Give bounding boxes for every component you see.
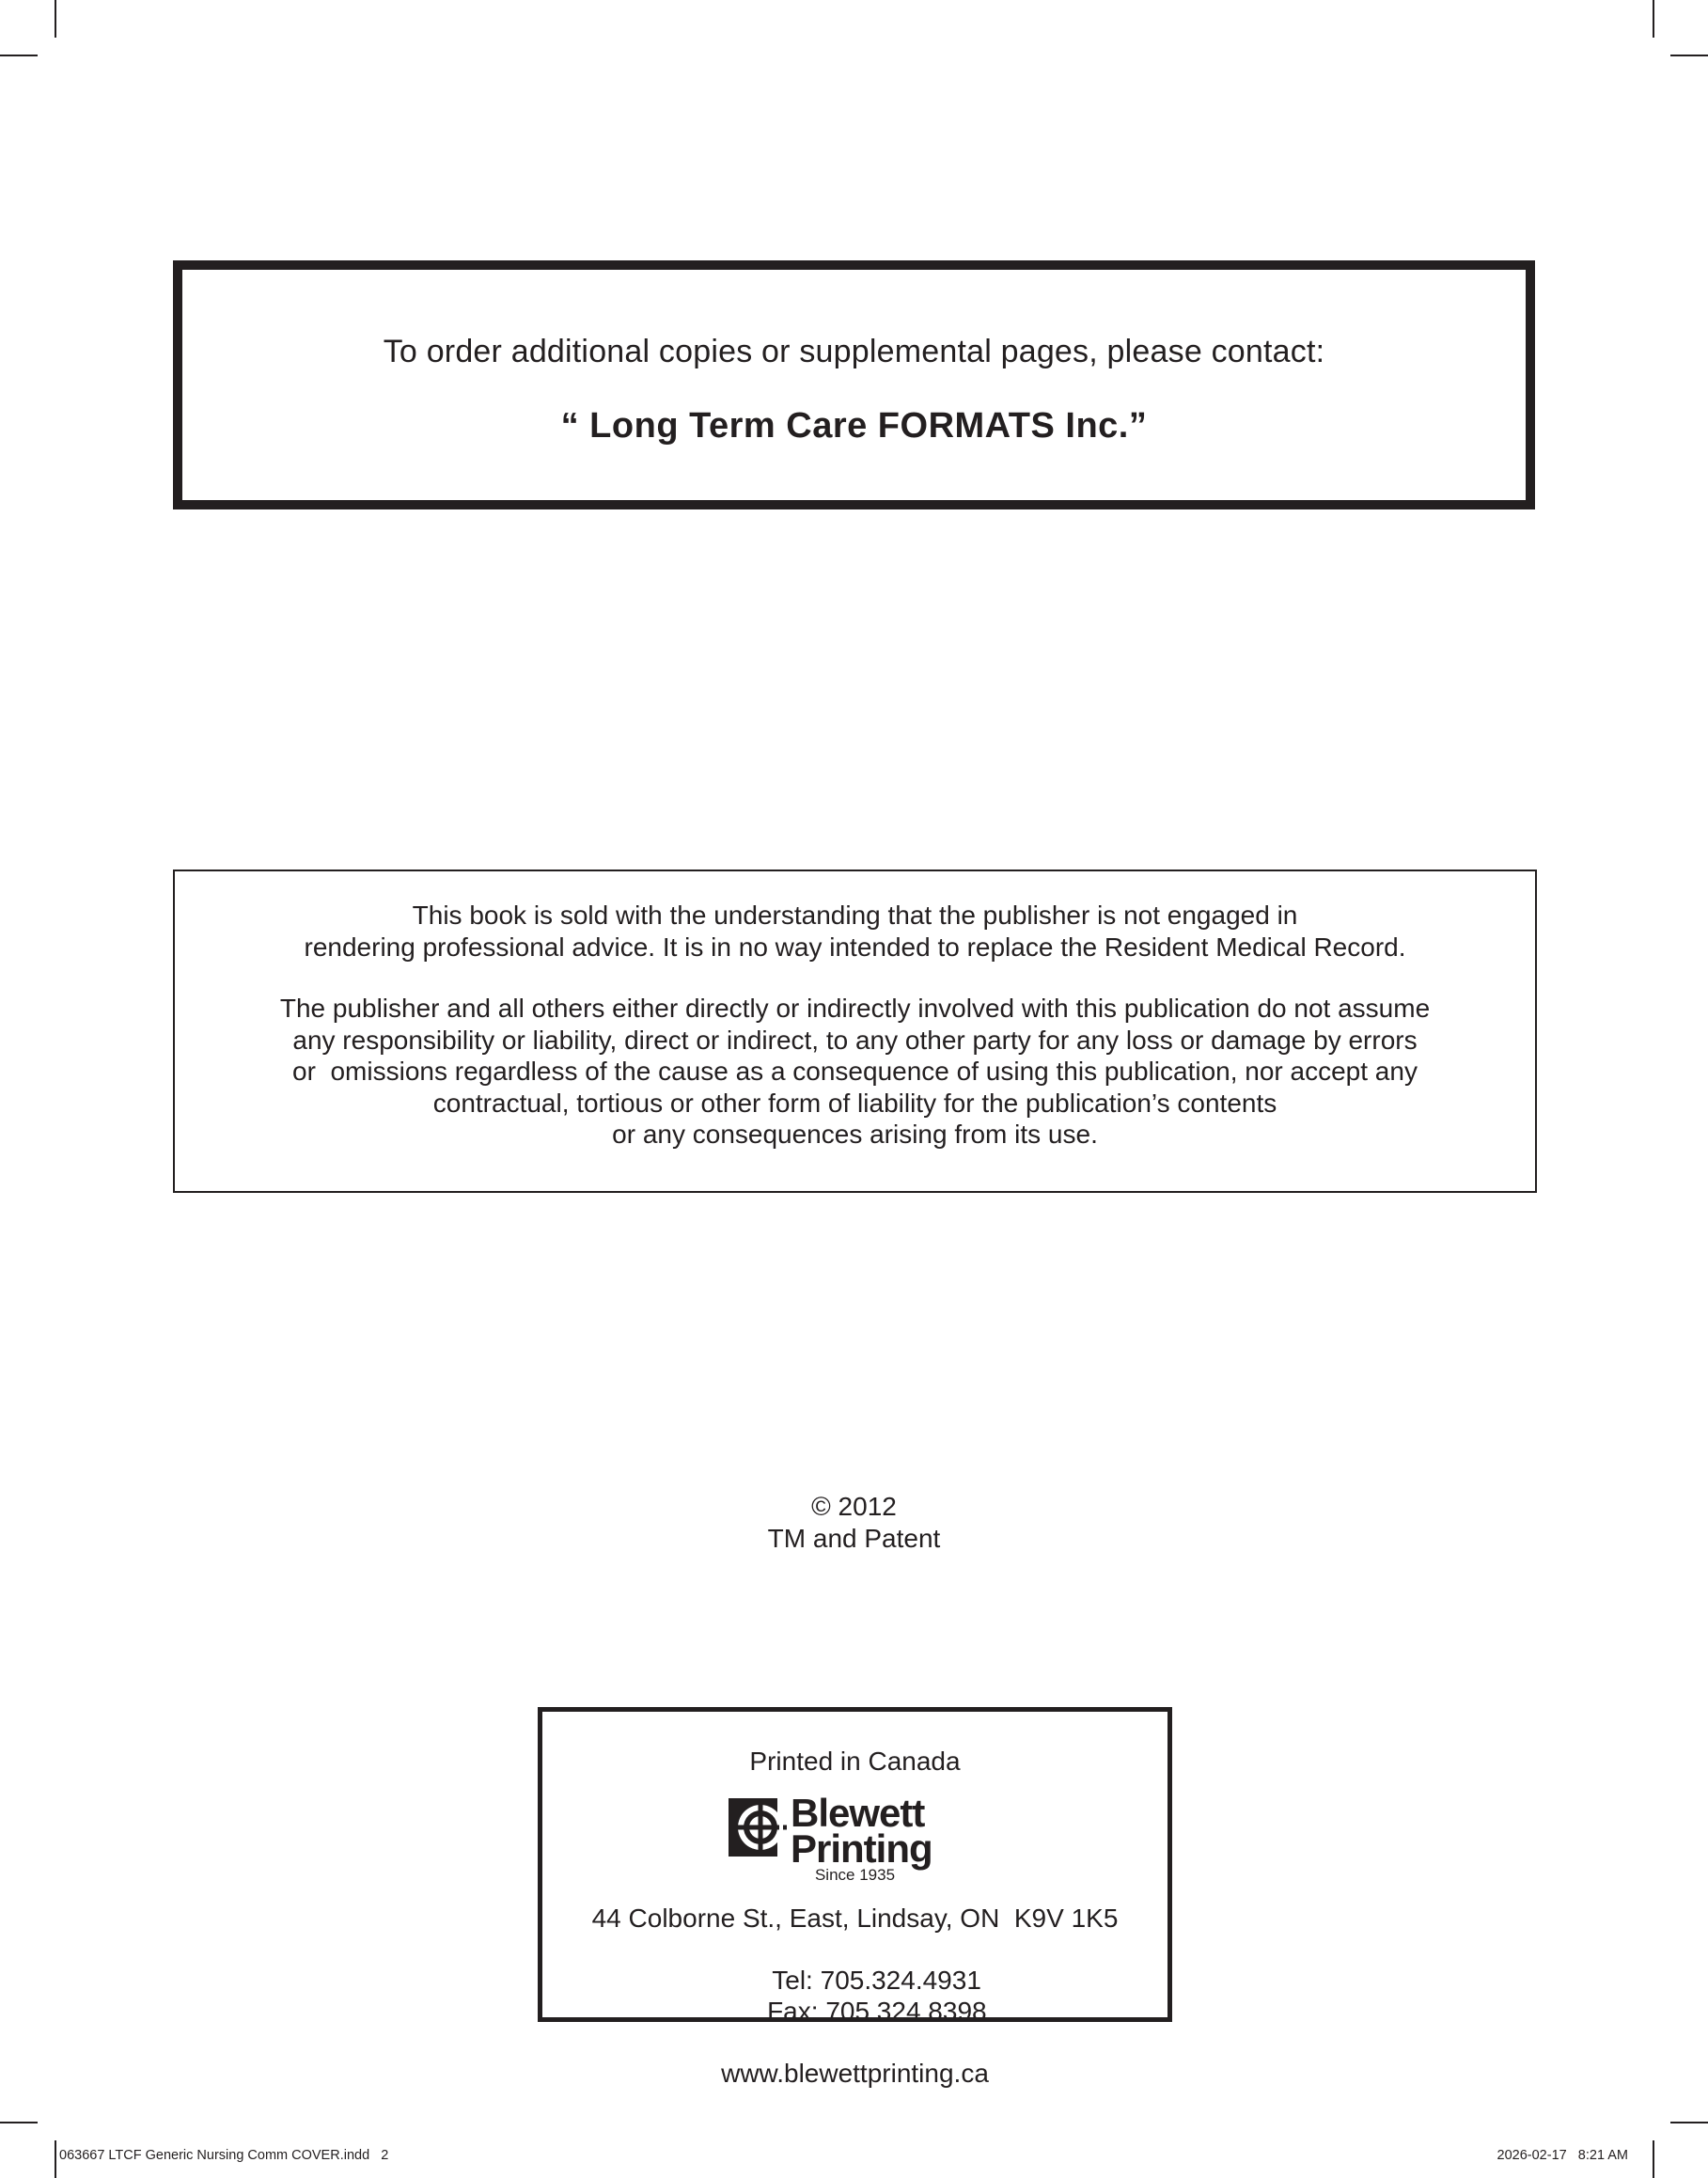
logo-since-year: Since 1935 — [814, 1866, 896, 1884]
disclaimer-box — [173, 870, 1537, 1193]
disclaimer-line: contractual, tortious or other form of liability for the publication’s contents — [432, 1088, 1277, 1118]
logo-wordmark-line2: Printing — [791, 1826, 932, 1871]
logo-wordmark-line1: Blewett — [791, 1791, 925, 1835]
slug-timestamp: 2026-02-17 8:21 AM — [1496, 2148, 1628, 2163]
disclaimer-line: any responsibility or liability, direct or indirect, to any other party for any loss or damage by errors — [292, 1025, 1418, 1055]
crop-mark-top-left-vertical — [55, 0, 56, 38]
disclaimer-line: This book is sold with the understanding that the publisher is not engaged in — [412, 901, 1298, 930]
printer-phone-fax — [542, 1934, 1167, 2058]
crop-mark-top-right-horizontal — [1670, 55, 1708, 56]
copyright-year: © 2012 — [811, 1492, 897, 1521]
crop-mark-bottom-right-vertical — [1653, 2140, 1654, 2178]
disclaimer-line: or any consequences arising from its use. — [612, 1120, 1098, 1149]
crosshair-emblem-icon — [729, 1798, 787, 1857]
printer-address: 44 Colborne St., East, Lindsay, ON K9V 1K5 — [591, 1904, 1119, 1933]
disclaimer-paragraph-1 — [175, 900, 1535, 963]
blewett-printing-logo — [727, 1789, 990, 1875]
order-contact-line: To order additional copies or supplemental pages, please contact: — [383, 334, 1325, 369]
printer-info-box — [538, 1707, 1172, 2088]
disclaimer-line: or omissions regardless of the cause as a consequence of using this publication, nor accept any — [292, 1057, 1418, 1086]
disclaimer-line: rendering professional advice. It is in no way intended to replace the Resident Medical Record. — [304, 932, 1406, 962]
crop-mark-top-left-horizontal — [0, 55, 38, 56]
copyright-notice — [0, 1491, 1708, 1555]
order-contact-box — [173, 260, 1535, 509]
crop-mark-bottom-left-horizontal — [0, 2122, 38, 2123]
printer-website: www.blewettprinting.ca — [721, 2059, 989, 2088]
order-company-name: “ Long Term Care FORMATS Inc.” — [560, 406, 1148, 446]
disclaimer-line: The publisher and all others either directly or indirectly involved with this publication do not assume — [279, 994, 1431, 1023]
disclaimer-paragraph-2 — [175, 993, 1535, 1151]
crop-mark-top-right-vertical — [1653, 0, 1654, 38]
trademark-patent-line: TM and Patent — [767, 1524, 941, 1553]
crop-mark-bottom-right-horizontal — [1670, 2122, 1708, 2123]
slug-filename: 063667 LTCF Generic Nursing Comm COVER.indd 2 — [59, 2148, 389, 2163]
crop-mark-bottom-left-vertical — [55, 2140, 56, 2178]
printer-contact-details — [542, 1903, 1167, 2089]
printer-tel: Tel: 705.324.4931 — [772, 1966, 981, 1995]
printed-in-canada: Printed in Canada — [749, 1747, 961, 1776]
printer-fax: Fax: 705.324.8398 — [767, 1997, 987, 2026]
